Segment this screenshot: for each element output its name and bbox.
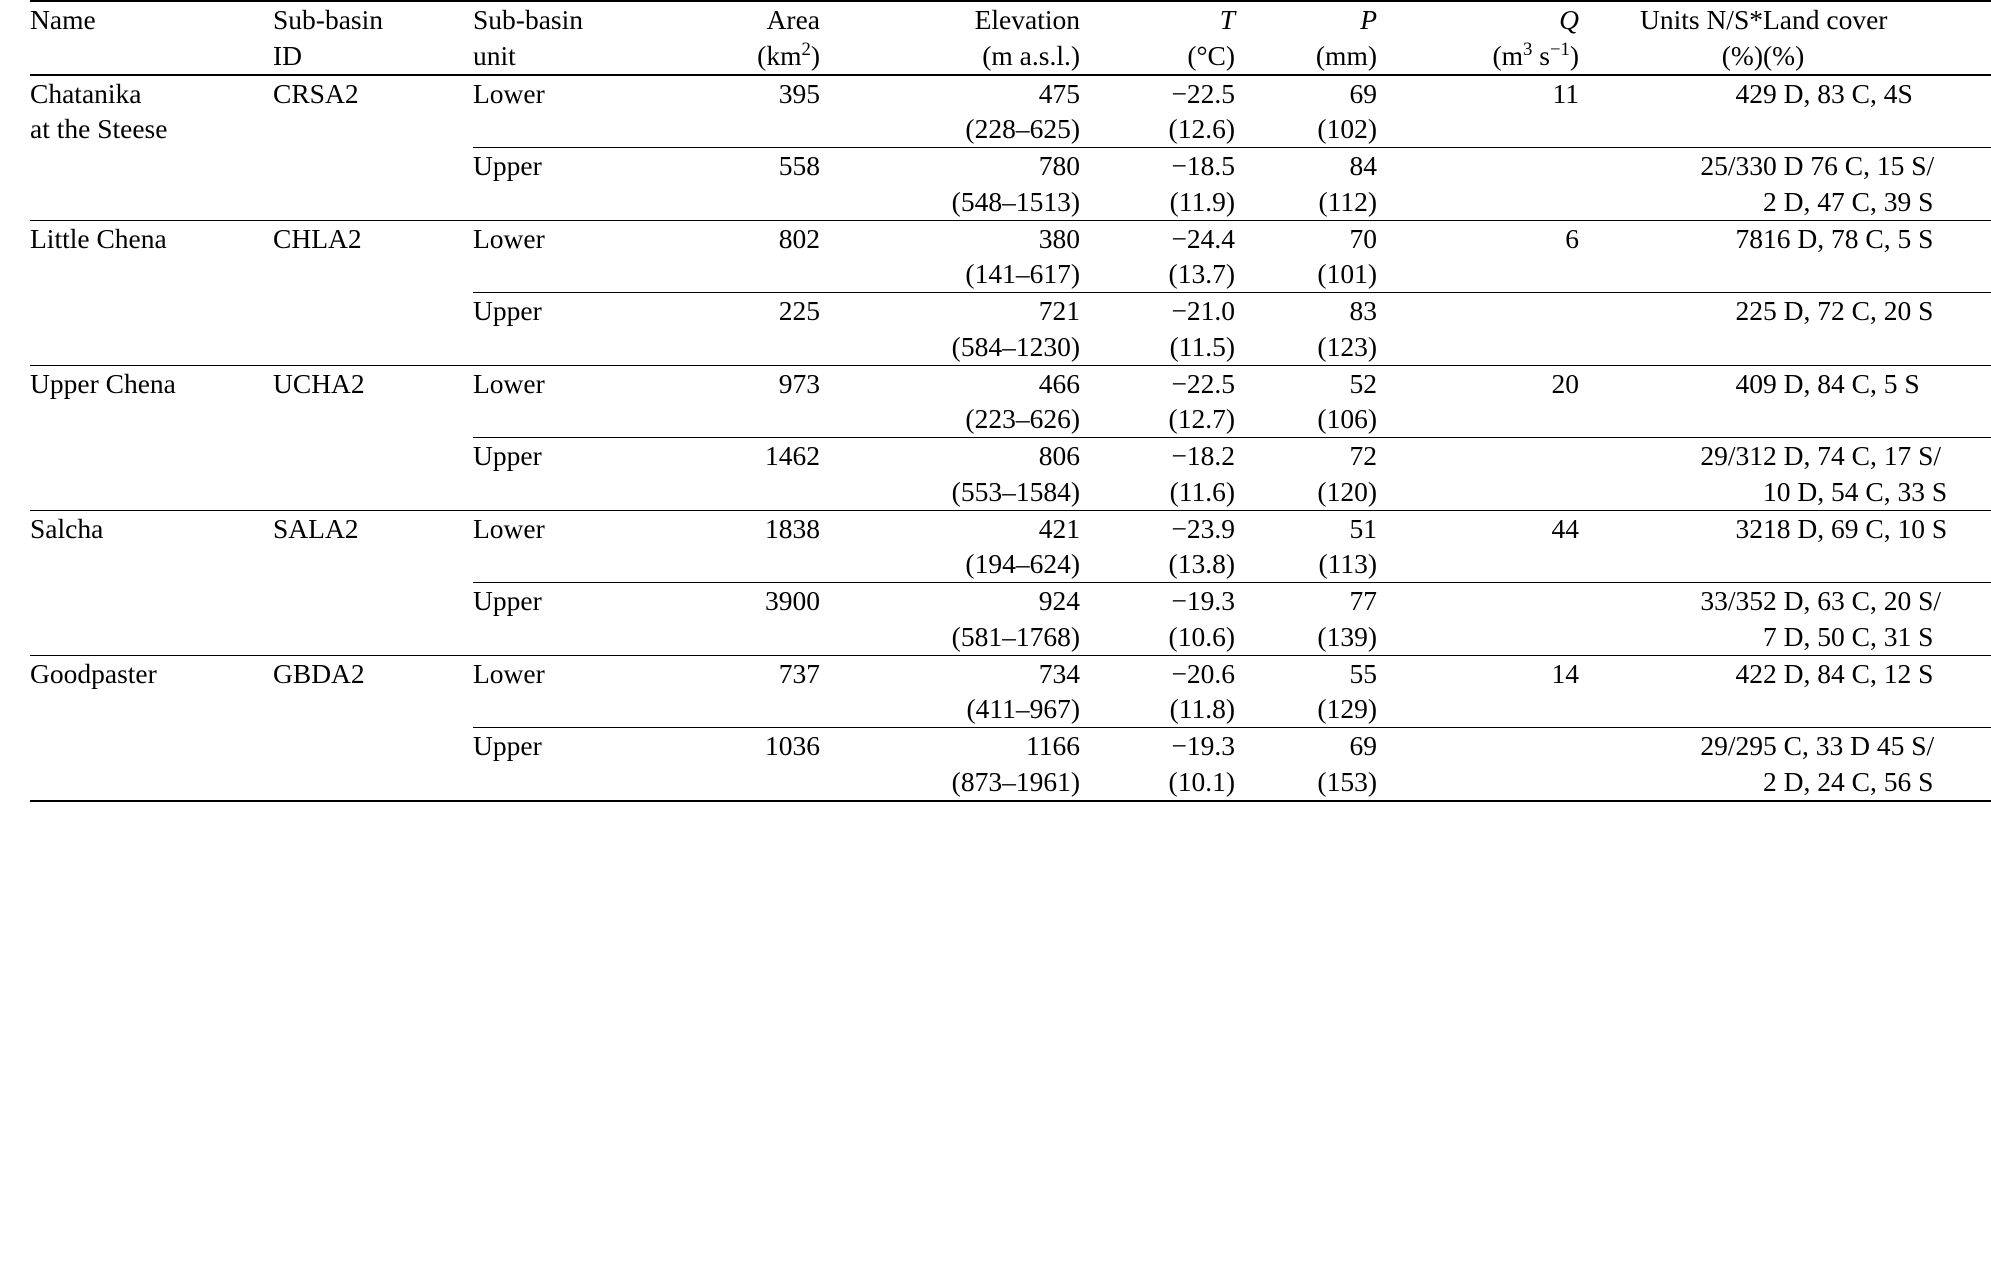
- cell-units-ns: 29/29: [1700, 730, 1763, 761]
- cell-elevation: 466 (223–626): [965, 367, 1080, 435]
- cell-temperature: −18.2 (11.6): [1169, 440, 1235, 507]
- cell-discharge: [1377, 148, 1579, 220]
- cell-elevation: 806 (553–1584): [951, 440, 1080, 507]
- cell-elevation: 780 (548–1513): [951, 150, 1080, 217]
- cell-elevation: 721 (584–1230): [951, 295, 1080, 362]
- cell-elevation: 475 (228–625): [965, 77, 1080, 145]
- cell-sub-basin-unit: Lower: [473, 657, 545, 689]
- cell-units-ns: 40: [1735, 367, 1763, 399]
- cell-area: 3900: [765, 585, 820, 616]
- cell-sub-basin-unit: Upper: [473, 150, 542, 181]
- cell-units-ns: 22: [1735, 295, 1763, 326]
- cell-precipitation: 69 (102): [1317, 77, 1377, 145]
- table-row: [30, 366, 1991, 438]
- cell-area: 1462: [765, 440, 820, 471]
- cell-units-ns: 29/31: [1700, 440, 1763, 471]
- cell-discharge: 44: [1551, 512, 1579, 544]
- cell-land-cover: 5 D, 72 C, 20 S: [1763, 295, 1934, 326]
- cell-units-ns: 25/33: [1700, 150, 1763, 181]
- header-discharge: Q ($m^3$ $s^{-1}$): [1377, 2, 1579, 75]
- cell-sub-basin-unit: Upper: [473, 585, 542, 616]
- header-sub-basin-unit: Sub-basin unit: [473, 4, 583, 71]
- cell-name: [30, 293, 273, 365]
- cell-discharge: 20: [1551, 367, 1579, 399]
- header-area-units: $(km^2)$: [757, 38, 820, 71]
- cell-land-cover: 18 D, 69 C, 10 S: [1763, 512, 1948, 544]
- cell-name: [30, 583, 273, 655]
- cell-temperature: −21.0 (11.5): [1169, 295, 1235, 362]
- cell-sub-basin-unit: Upper: [473, 730, 542, 761]
- cell-discharge: [1377, 438, 1579, 510]
- cell-sub-basin-id: CHLA2: [273, 222, 362, 254]
- cell-area: 973: [778, 367, 820, 399]
- cell-precipitation: 70 (101): [1317, 222, 1377, 290]
- table-row: [30, 583, 1991, 655]
- cell-precipitation: 84 (112): [1318, 150, 1377, 217]
- cell-sub-basin-unit: Upper: [473, 295, 542, 326]
- header-discharge-units: ($m^3$ $s^{-1}$): [1492, 38, 1579, 71]
- cell-sub-basin-id: SALA2: [273, 512, 359, 544]
- cell-precipitation: 83 (123): [1317, 295, 1377, 362]
- cell-precipitation: 51 (113): [1318, 512, 1377, 580]
- cell-precipitation: 72 (120): [1317, 440, 1377, 507]
- cell-precipitation: 77 (139): [1317, 585, 1377, 652]
- cell-land-cover: 16 D, 78 C, 5 S: [1763, 222, 1934, 254]
- cell-name: Upper Chena: [30, 367, 176, 399]
- cell-sub-basin-id: GBDA2: [273, 657, 365, 689]
- cell-temperature: −22.5 (12.6): [1168, 77, 1235, 145]
- cell-land-cover: 2 D, 74 C, 17 S/ 10 D, 54 C, 33 S: [1763, 440, 1948, 507]
- cell-area: 225: [778, 295, 820, 326]
- cell-land-cover: 9 D, 84 C, 5 S: [1763, 367, 1920, 399]
- cell-area: 1036: [765, 730, 820, 761]
- cell-sub-basin-id: CRSA2: [273, 77, 359, 109]
- table-row: [30, 221, 1991, 293]
- cell-units-ns: 42: [1735, 657, 1763, 689]
- cell-discharge: [1377, 293, 1579, 365]
- cell-units-ns: 32: [1735, 512, 1763, 544]
- cell-name: Salcha: [30, 512, 104, 544]
- cell-name: Goodpaster: [30, 657, 157, 689]
- cell-land-cover: 0 D 76 C, 15 S/ 2 D, 47 C, 39 S: [1763, 150, 1935, 217]
- cell-discharge: 14: [1551, 657, 1579, 689]
- cell-area: 395: [778, 77, 820, 109]
- cell-temperature: −20.6 (11.8): [1169, 657, 1235, 725]
- cell-name: [30, 148, 273, 220]
- rule-bottom: [30, 801, 1991, 802]
- cell-area: 558: [778, 150, 820, 181]
- table-row: [30, 76, 1991, 148]
- cell-name: Little Chena: [30, 222, 167, 254]
- table-row: [30, 728, 1991, 801]
- cell-sub-basin-id: [273, 583, 473, 655]
- cell-sub-basin-id: [273, 438, 473, 510]
- cell-sub-basin-id: [273, 728, 473, 801]
- cell-sub-basin-unit: Lower: [473, 367, 545, 399]
- header-area: Area $(km^2)$: [638, 2, 820, 75]
- cell-temperature: −24.4 (13.7): [1168, 222, 1235, 290]
- cell-sub-basin-unit: Lower: [473, 222, 545, 254]
- table-row: [30, 511, 1991, 583]
- cell-sub-basin-unit: Lower: [473, 77, 545, 109]
- cell-sub-basin-id: [273, 293, 473, 365]
- cell-units-ns: 33/35: [1700, 585, 1763, 616]
- cell-name: [30, 728, 273, 801]
- table-row: [30, 438, 1991, 510]
- cell-sub-basin-unit: Upper: [473, 440, 542, 471]
- cell-elevation: 421 (194–624): [965, 512, 1080, 580]
- header-temperature: T (°C): [1187, 4, 1235, 71]
- header-land-cover: Land cover (%): [1763, 4, 1888, 71]
- header-units-ns: Units N/S* (%): [1639, 4, 1763, 71]
- cell-temperature: −23.9 (13.8): [1168, 512, 1235, 580]
- cell-area: 802: [778, 222, 820, 254]
- cell-temperature: −18.5 (11.9): [1169, 150, 1235, 217]
- cell-discharge: 11: [1552, 77, 1579, 109]
- cell-temperature: −19.3 (10.1): [1168, 730, 1235, 797]
- table-row: [30, 656, 1991, 728]
- cell-temperature: −22.5 (12.7): [1168, 367, 1235, 435]
- cell-elevation: 380 (141–617): [965, 222, 1080, 290]
- table-header-row: [30, 2, 1991, 75]
- cell-sub-basin-id: [273, 148, 473, 220]
- cell-units-ns: 42: [1735, 77, 1763, 109]
- cell-land-cover: 5 C, 33 D 45 S/ 2 D, 24 C, 56 S: [1763, 730, 1935, 797]
- cell-precipitation: 69 (153): [1317, 730, 1377, 797]
- cell-area: 737: [778, 657, 820, 689]
- header-sub-basin-id: Sub-basin ID: [273, 4, 383, 71]
- cell-area: 1838: [765, 512, 820, 544]
- cell-temperature: −19.3 (10.6): [1168, 585, 1235, 652]
- cell-discharge: [1377, 728, 1579, 801]
- cell-land-cover: 2 D, 84 C, 12 S: [1763, 657, 1934, 689]
- cell-elevation: 734 (411–967): [966, 657, 1080, 725]
- cell-name: Chatanika at the Steese: [30, 77, 168, 145]
- header-name: Name: [30, 4, 96, 35]
- cell-precipitation: 55 (129): [1317, 657, 1377, 725]
- header-precipitation: P (mm): [1315, 4, 1377, 71]
- cell-name: [30, 438, 273, 510]
- cell-land-cover: 2 D, 63 C, 20 S/ 7 D, 50 C, 31 S: [1763, 585, 1942, 652]
- table-row: [30, 148, 1991, 220]
- table-row: [30, 293, 1991, 365]
- cell-units-ns: 78: [1735, 222, 1763, 254]
- cell-discharge: 6: [1565, 222, 1579, 254]
- cell-land-cover: 9 D, 83 C, 4S: [1763, 77, 1913, 109]
- cell-sub-basin-id: UCHA2: [273, 367, 365, 399]
- header-elevation: Elevation (m a.s.l.): [974, 4, 1080, 71]
- cell-precipitation: 52 (106): [1317, 367, 1377, 435]
- cell-discharge: [1377, 583, 1579, 655]
- cell-elevation: 1166 (873–1961): [951, 730, 1080, 797]
- cell-elevation: 924 (581–1768): [951, 585, 1080, 652]
- cell-sub-basin-unit: Lower: [473, 512, 545, 544]
- sub-basin-characteristics-table: [30, 0, 1991, 802]
